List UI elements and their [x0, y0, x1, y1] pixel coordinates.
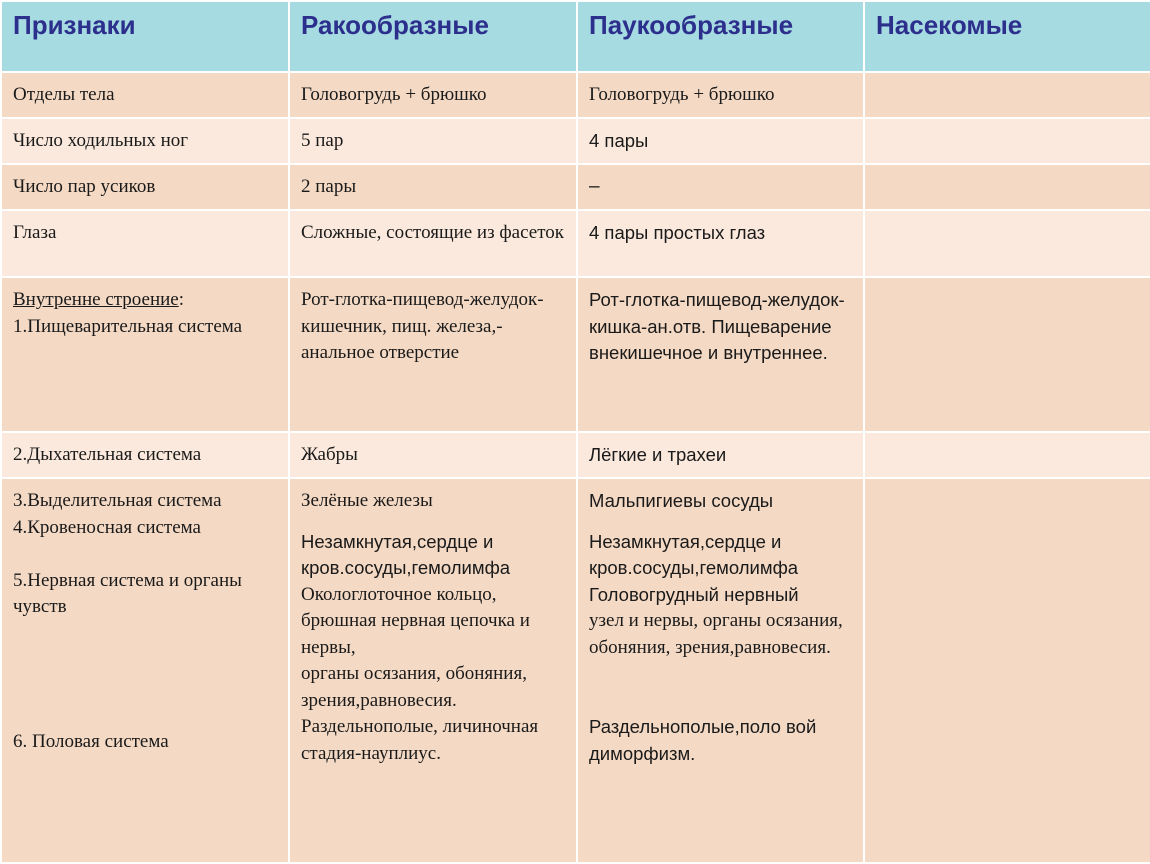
- header-insects: Насекомые: [864, 1, 1150, 72]
- cell-insects: [864, 210, 1150, 277]
- cell-crustaceans: Жабры: [289, 432, 577, 478]
- cell-crustaceans: Головогрудь + брюшко: [289, 72, 577, 118]
- header-crustaceans: Ракообразные: [289, 1, 577, 72]
- cell-arachnids: 4 пары простых глаз: [577, 210, 864, 277]
- arachnids-excretory: Мальпигиевы сосуды: [589, 490, 774, 511]
- table-row: [1, 432, 1150, 478]
- cell-arachnids: 4 пары: [577, 118, 864, 164]
- cell-feature: Отделы тела: [1, 72, 289, 118]
- table-row: [1, 210, 1150, 277]
- table-row: [1, 277, 1150, 432]
- cell-feature: 2.Дыхательная система: [1, 432, 289, 478]
- table-header-row: [1, 1, 1150, 72]
- cell-feature: Внутренне строение: 1.Пищеварительная система: [1, 277, 289, 432]
- arachnids-nervous: узел и нервы, органы осязания, обоняния, зрения,равновесия.: [589, 610, 843, 658]
- table-row: [1, 164, 1150, 210]
- cell-insects: [864, 478, 1150, 863]
- cell-crustaceans: 2 пары: [289, 164, 577, 210]
- reproductive-system-label: 6. Половая система: [13, 730, 169, 752]
- digestive-system-label: 1.Пищеварительная система: [13, 315, 243, 337]
- cell-insects: [864, 72, 1150, 118]
- cell-crustaceans: Рот-глотка-пищевод-желудок-кишечник, пищ. железа,-анальное отверстие: [289, 277, 577, 432]
- arachnids-reproductive: Раздельнополые,поло вой диморфизм.: [589, 716, 817, 764]
- table-row: [1, 478, 1150, 863]
- cell-crustaceans: Сложные, состоящие из фасеток: [289, 210, 577, 277]
- cell-crustaceans: 5 пар: [289, 118, 577, 164]
- cell-feature: Число ходильных ног: [1, 118, 289, 164]
- cell-insects: [864, 277, 1150, 432]
- cell-arachnids: Головогрудь + брюшко: [577, 72, 864, 118]
- crustaceans-circulatory: Незамкнутая,сердце и кров.сосуды,гемолимфа: [301, 530, 511, 578]
- crustaceans-excretory: Зелёные железы: [301, 490, 433, 511]
- cell-feature: [1, 478, 289, 863]
- header-arachnids: Паукообразные: [577, 1, 864, 72]
- cell-crustaceans: [289, 478, 577, 863]
- feature-systems-text: 3.Выделительная система 4.Кровеносная система 5.Нервная система и органы чувств: [13, 490, 242, 617]
- cell-arachnids: Лёгкие и трахеи: [577, 432, 864, 478]
- cell-insects: [864, 164, 1150, 210]
- table-row: [1, 72, 1150, 118]
- cell-feature: Глаза: [1, 210, 289, 277]
- cell-insects: [864, 432, 1150, 478]
- header-features: Признаки: [1, 1, 289, 72]
- cell-arachnids: –: [577, 164, 864, 210]
- cell-arachnids: [577, 478, 864, 863]
- table-row: [1, 118, 1150, 164]
- cell-arachnids: Рот-глотка-пищевод-желудок-кишка-ан.отв. Пищеварение внекишечное и внутреннее.: [577, 277, 864, 432]
- arachnids-circulatory: Незамкнутая,сердце и кров.сосуды,гемолимфа Головогрудный нервный: [589, 530, 799, 605]
- internal-structure-title: Внутренне строение: [13, 289, 179, 310]
- cell-feature: Число пар усиков: [1, 164, 289, 210]
- cell-insects: [864, 118, 1150, 164]
- crustaceans-nervous: Окологлоточное кольцо, брюшная нервная цепочка и нервы, органы осязания, обоняния, зрения,равновесия. Раздельнополые, личиночная стадия-науплиус.: [301, 583, 539, 764]
